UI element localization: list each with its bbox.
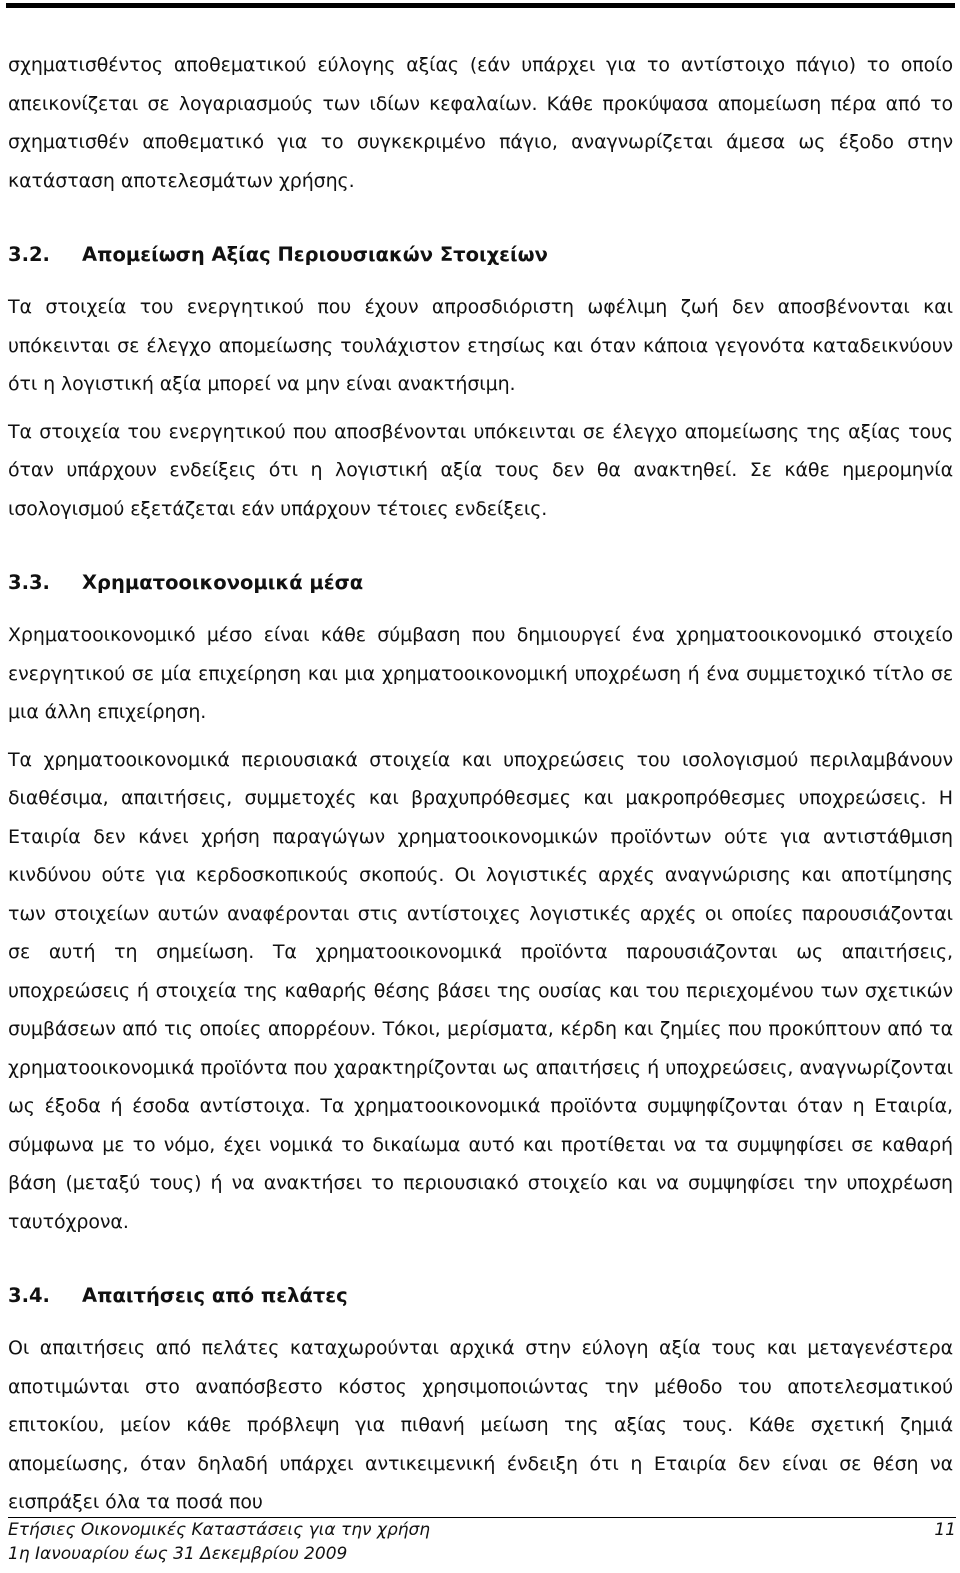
section-title: Χρηματοοικονομικά μέσα [82, 571, 364, 594]
section-3-3-paragraph-2: Τα χρηματοοικονομικά περιουσιακά στοιχεία και υποχρεώσεις του ισολογισμού περιλαμβάνουν διαθέσιμα, απαιτήσεις, συμμετοχές και βραχυπρόθεσμες και μακροπρόθεσμες υποχρεώσεις. Η Εταιρία δεν κάνει χρήση παραγώγων χρηματοοικονομικών προϊόντων ούτε για αντιστάθμιση κινδύνου ούτε για κερδοσκοπικούς σκοπούς. Οι λογιστικές αρχές αναγνώρισης και αποτίμησης των στοιχείων αυτών αναφέρονται στις αντίστοιχες λογιστικές αρχές οι οποίες παρουσιάζονται σε αυτή τη σημείωση. Τα χρηματοοικονομικά προϊόντα παρουσιάζονται ως απαιτήσεις, υποχρεώσεις ή στοιχεία της καθαρής θέσης βάσει της ουσίας και του περιεχομένου των σχετικών συμβάσεων από τις οποίες απορρέουν. Τόκοι, μερίσματα, κέρδη και ζημίες που προκύπτουν από τα χρηματοοικονομικά προϊόντα που χαρακτηρίζονται ως απαιτήσεις ή υποχρεώσεις, αναγνωρίζονται ως έξοδα ή έσοδα αντίστοιχα. Τα χρηματοοικονομικά προϊόντα συμψηφίζονται όταν η Εταιρία, σύμφωνα με το νόμο, έχει νομικά το δικαίωμα αυτό και προτίθεται να τα συμψηφίσει σε καθαρή βάση (μεταξύ τους) ή να ανακτήσει το περιουσιακό στοιχείο και να συμψηφίσει την υποχρέωση ταυτόχρονα. [8, 748, 953, 1233]
section-heading-3-4 [8, 1277, 953, 1315]
section-number: 3.4. [8, 1284, 50, 1307]
section-heading-3-3 [8, 564, 953, 602]
section-title: Απαιτήσεις από πελάτες [82, 1284, 348, 1307]
page-footer [8, 1517, 956, 1566]
footer-period: 1η Ιανουαρίου έως 31 Δεκεμβρίου 2009 [8, 1544, 348, 1564]
section-3-4-paragraph-1: Οι απαιτήσεις από πελάτες καταχωρούνται αρχικά στην εύλογη αξία τους και μεταγενέστερα αποτιμώνται στο αναπόσβεστο κόστος χρησιμοποιώντας την μέθοδο του αποτελεσματικού επιτοκίου, μείον κάθε πρόβλεψη για πιθανή μείωση της αξίας τους. Κάθε σχετική ζημιά απομείωσης, όταν δηλαδή υπάρχει αντικειμενική ένδειξη ότι η Εταιρία δεν είναι σε θέση να εισπράξει όλα τα ποσά που [8, 1337, 953, 1513]
document-body [8, 46, 953, 1522]
section-3-2-paragraph-2: Τα στοιχεία του ενεργητικού που αποσβένονται υπόκεινται σε έλεγχο απομείωσης της αξίας τους όταν υπάρχουν ενδείξεις ότι η λογιστική αξία τους δεν θα ανακτηθεί. Σε κάθε ημερομηνία ισολογισμού εξετάζεται εάν υπάρχουν τέτοιες ενδείξεις. [8, 420, 953, 520]
section-number: 3.3. [8, 571, 50, 594]
section-heading-3-2 [8, 236, 953, 274]
top-rule [6, 3, 955, 8]
section-3-2-paragraph-1: Τα στοιχεία του ενεργητικού που έχουν απροσδιόριστη ωφέλιμη ζωή δεν αποσβένονται και υπόκεινται σε έλεγχο απομείωσης τουλάχιστον ετησίως και όταν κάποια γεγονότα καταδεικνύουν ότι η λογιστική αξία μπορεί να μην είναι ανακτήσιμη. [8, 296, 953, 395]
intro-paragraph: σχηματισθέντος αποθεματικού εύλογης αξίας (εάν υπάρχει για το αντίστοιχο πάγιο) το οποίο απεικονίζεται σε λογαριασμούς των ιδίων κεφαλαίων. Κάθε προκύψασα απομείωση πέρα από το σχηματισθέν αποθεματικό για το συγκεκριμένο πάγιο, αναγνωρίζεται άμεσα ως έξοδο στην κατάσταση αποτελεσμάτων χρήσης. [8, 54, 953, 192]
page-number: 11 [934, 1520, 956, 1540]
section-number: 3.2. [8, 243, 50, 266]
section-title: Απομείωση Αξίας Περιουσιακών Στοιχείων [82, 243, 548, 266]
footer-title: Ετήσιες Οικονομικές Καταστάσεις για την χρήση [8, 1520, 431, 1540]
section-3-3-paragraph-1: Χρηματοοικονομικό μέσο είναι κάθε σύμβαση που δημιουργεί ένα χρηματοοικονομικό στοιχείο ενεργητικού σε μία επιχείρηση και μια χρηματοοικονομική υποχρέωση ή ένα συμμετοχικό τίτλο σε μια άλλη επιχείρηση. [8, 624, 953, 723]
